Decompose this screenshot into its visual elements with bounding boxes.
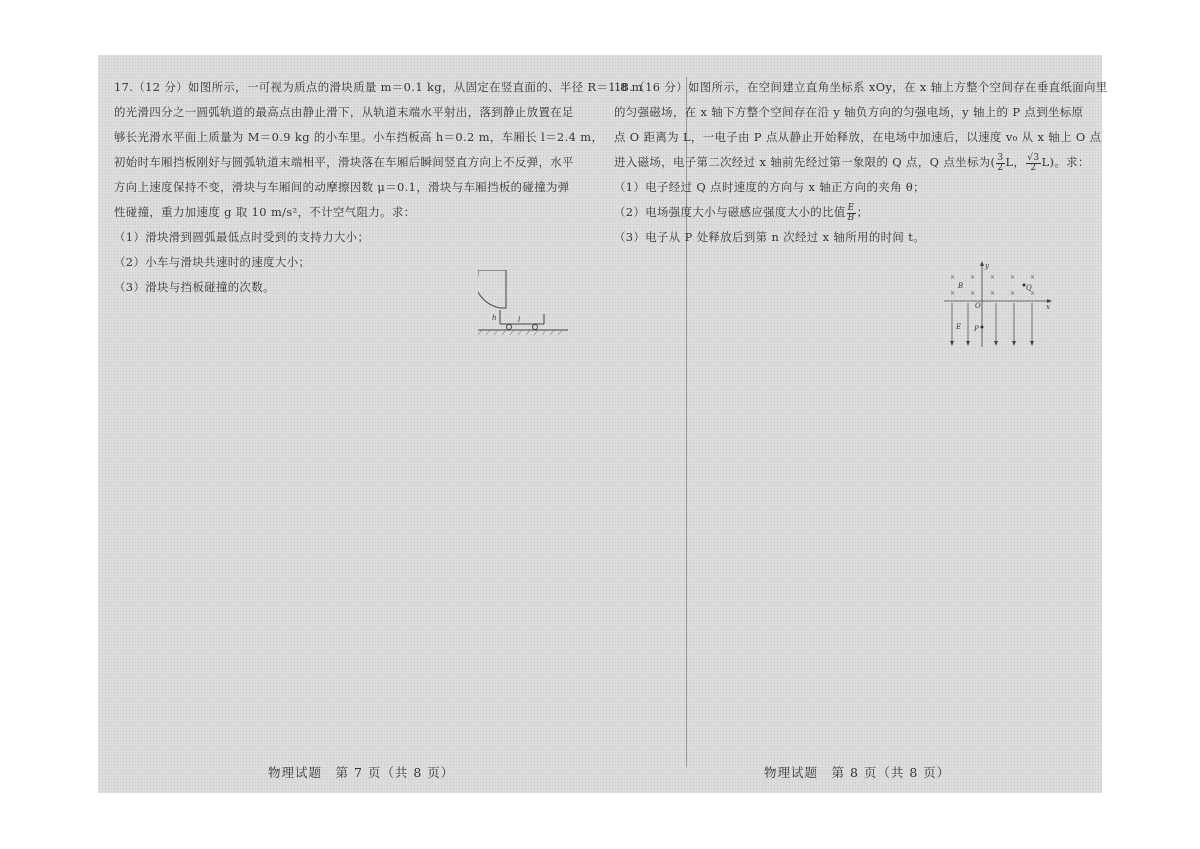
q18-part-2: （2）电场强度大小与磁感应强度大小的比值 $\frac{E}{B}$ ； [614,202,869,223]
q18-line: 点 O 距离为 L，一电子由 P 点从静止开始释放，在电场中加速后，以速度 v₀ 从 x 轴上 O 点 [614,130,1102,144]
fig18-label-Q: Q [1026,284,1032,292]
field-cross: × [970,290,976,297]
figure-18-field-diagram [944,261,1054,349]
q-y-unit: L [1041,155,1050,169]
q17-line: 初始时车厢挡板刚好与圆弧轨道末端相平，滑块落在车厢后瞬间竖直方向上不反弹，水平 [114,155,574,169]
fig18-label-B: B [958,282,964,290]
q18-line4-end: )。求： [1049,155,1090,169]
e-over-b-ratio: $\frac{E}{B}$ [847,202,855,223]
fig17-label-l: l [518,316,521,324]
field-cross: × [1010,290,1016,297]
q17-line: 性碰撞，重力加速度 g 取 10 m/s²，不计空气阻力。求： [114,205,416,219]
fig18-label-x: x [1046,303,1050,311]
q-x-unit: L， [1005,155,1026,169]
field-cross: × [970,274,976,281]
page-8-footer: 物理试题 第 8 页（共 8 页） [764,765,951,780]
figure-17-track-and-cart [478,270,568,340]
field-cross: × [1010,274,1016,281]
field-cross: × [950,290,956,297]
field-cross: × [990,274,996,281]
question-17 [114,75,643,300]
q17-part-2: （2）小车与滑块共速时的速度大小； [114,255,311,269]
fig18-label-E: E [956,323,962,331]
fig17-label-h: h [492,314,497,322]
q17-part-3: （3）滑块与挡板碰撞的次数。 [114,280,275,294]
q17-line: 方向上速度保持不变，滑块与车厢间的动摩擦因数 μ＝0.1，滑块与车厢挡板的碰撞为弹 [114,180,570,194]
q17-line: 17.（12 分）如图所示，一可视为质点的滑块质量 m＝0.1 kg，从固定在竖直面的、半径 R＝1.8 m [114,80,643,94]
q18-part-1: （1）电子经过 Q 点时速度的方向与 x 轴正方向的夹角 θ； [614,180,925,194]
q18-part-3: （3）电子从 P 处释放后到第 n 次经过 x 轴所用的时间 t。 [614,230,925,244]
q18-line: 的匀强磁场，在 x 轴下方整个空间存在沿 y 轴负方向的匀强电场，y 轴上的 P 点到坐标原 [614,105,1084,119]
exam-sheet [98,55,1108,793]
question-18 [614,75,1108,250]
q17-line: 的光滑四分之一圆弧轨道的最高点由静止滑下，从轨道末端水平射出，落到静止放置在足 [114,105,574,119]
q-y-fraction: $\frac{√3}{2}$ [1027,152,1040,173]
q17-part-1: （1）滑块滑到圆弧最低点时受到的支持力大小； [114,230,370,244]
field-cross: × [950,274,956,281]
field-cross: × [990,290,996,297]
field-cross: × [1030,290,1036,297]
fig18-label-y: y [985,262,989,270]
q18-line-4 [614,150,1092,175]
q-x-fraction: $\frac{3}{2}$ [997,152,1004,173]
fig18-label-O: O [975,302,981,310]
page-7-footer: 物理试题 第 7 页（共 8 页） [268,765,455,780]
q18-line: 18.（16 分）如图所示，在空间建立直角坐标系 xOy，在 x 轴上方整个空间存在垂直纸面向里 [614,80,1108,94]
q17-line: 够长光滑水平面上质量为 M＝0.9 kg 的小车里。小车挡板高 h＝0.2 m，车厢长 l＝2.4 m， [114,130,604,144]
fig18-label-P: P [974,325,979,333]
field-cross: × [1030,274,1036,281]
q18-line4-text: 进入磁场，电子第二次经过 x 轴前先经过第一象限的 Q 点，Q 点坐标为( [614,155,996,169]
